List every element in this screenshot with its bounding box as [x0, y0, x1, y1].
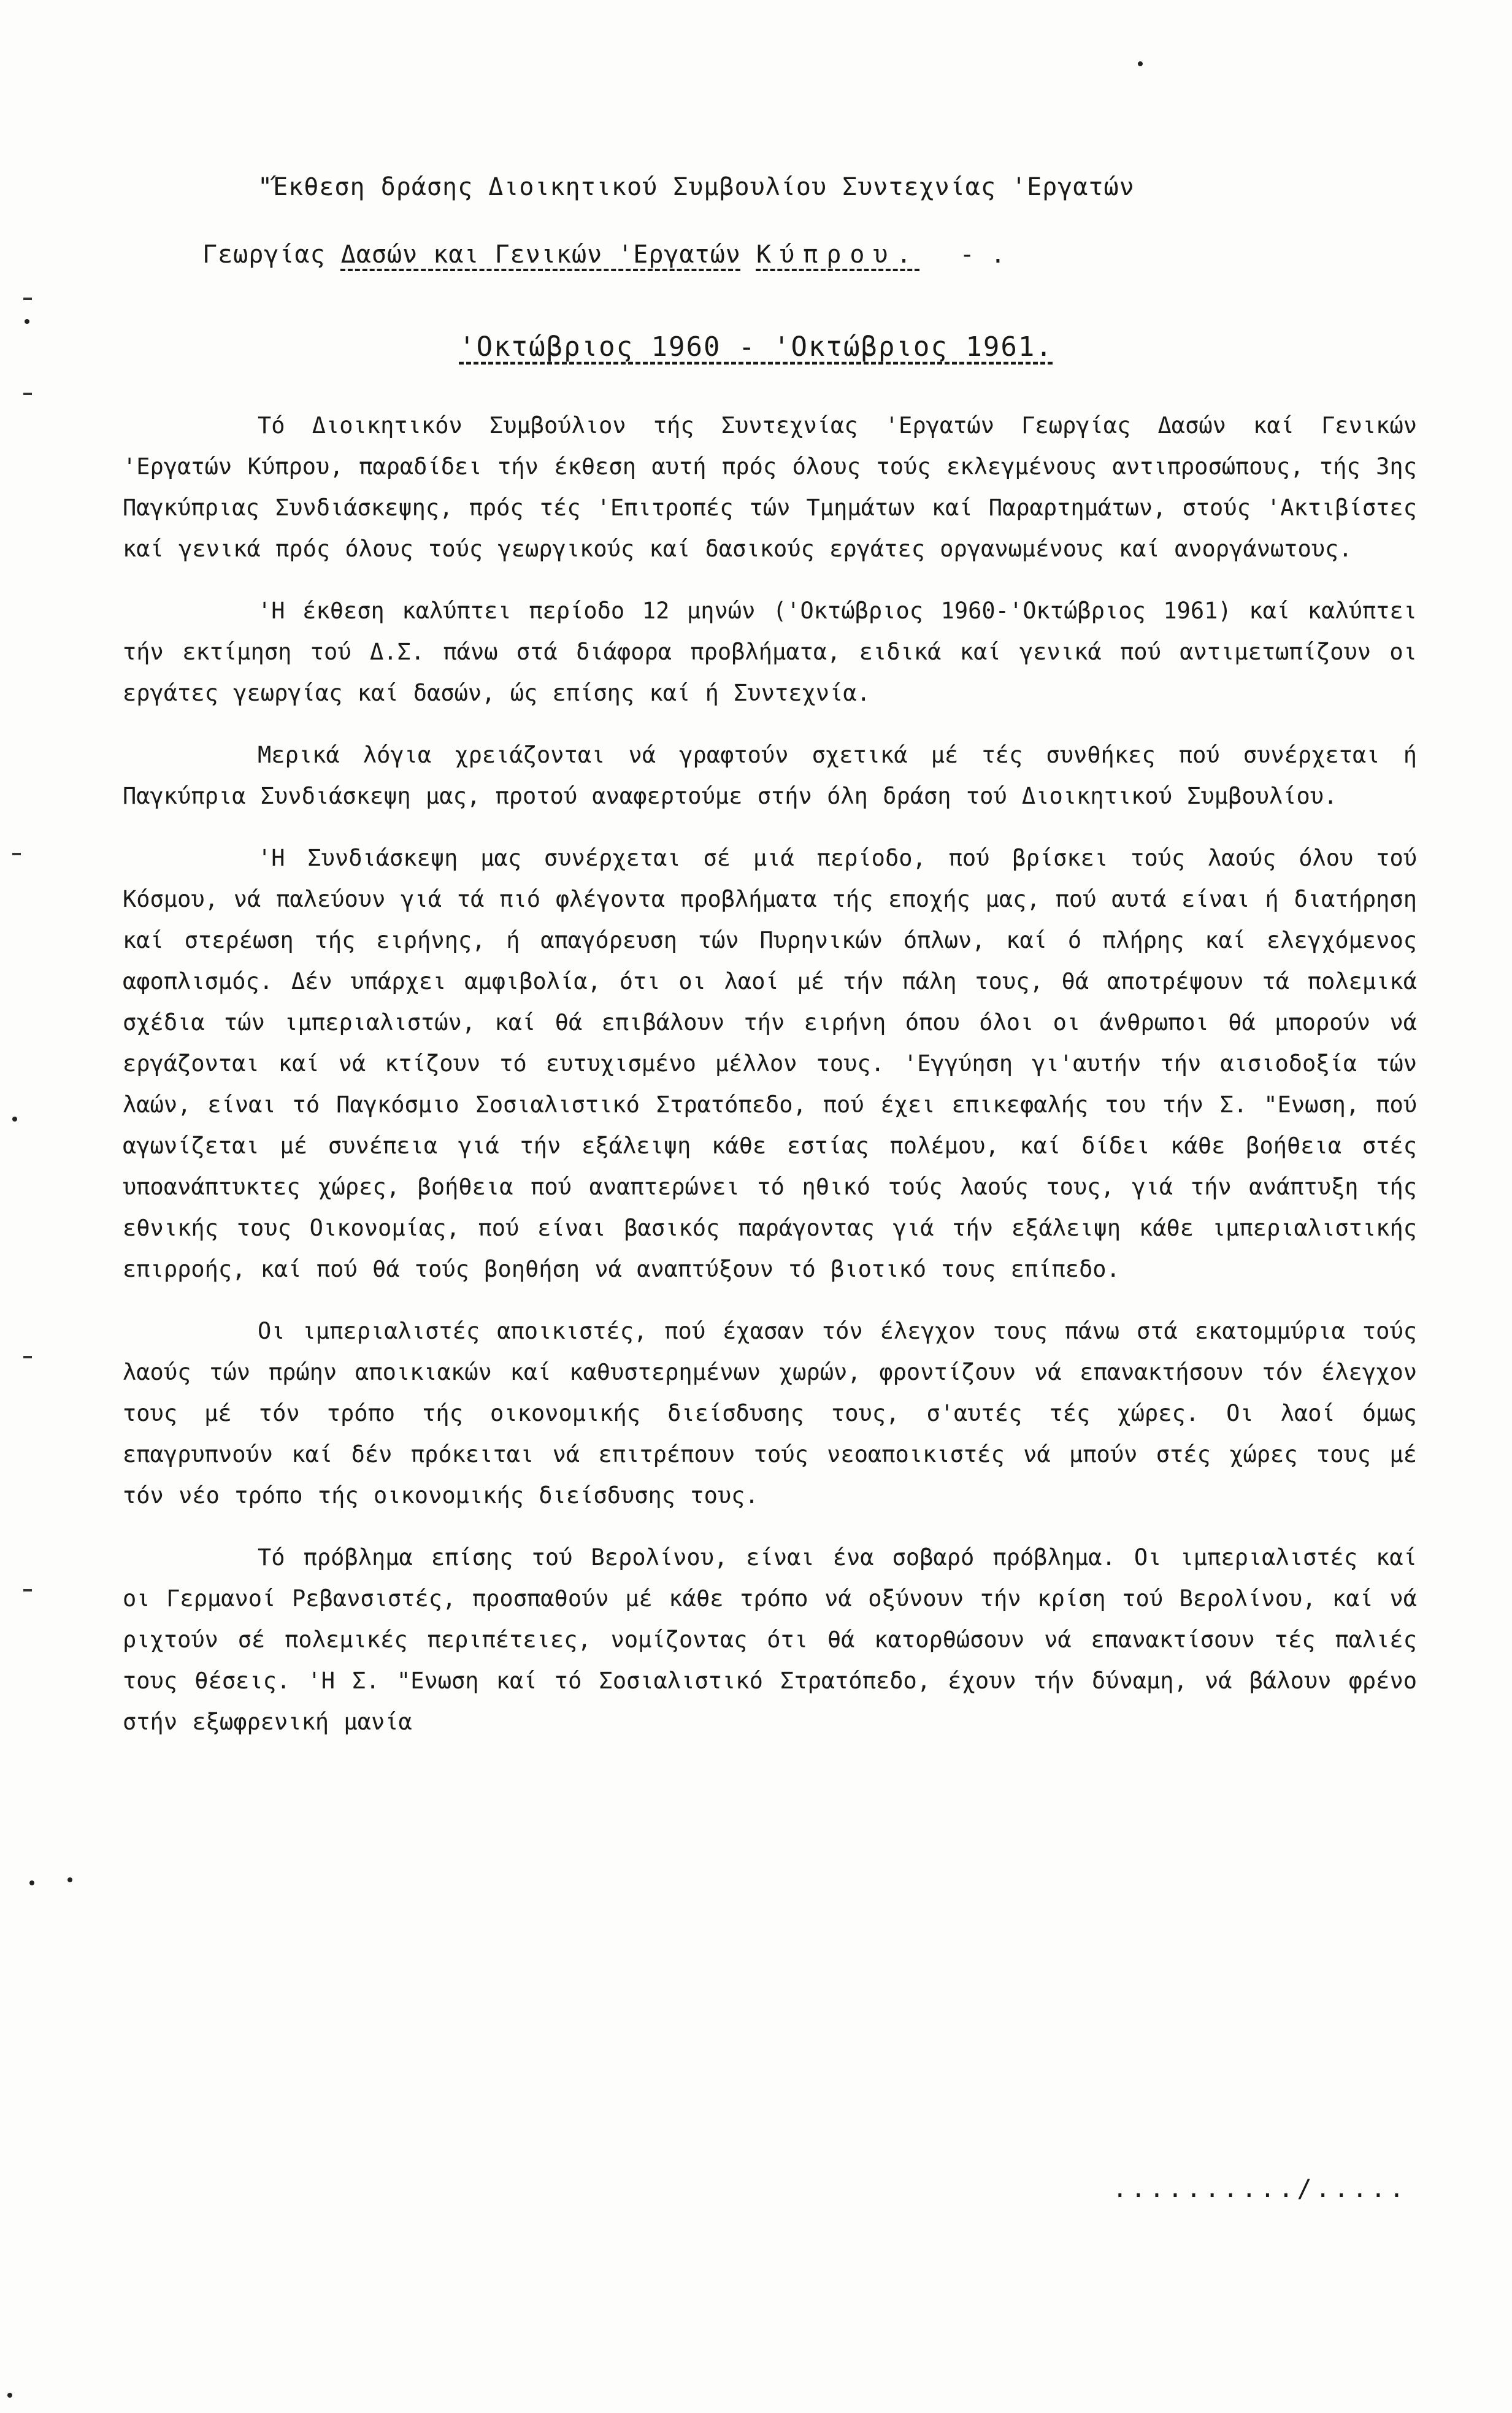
title-line-2-marks: - .: [959, 241, 1006, 269]
margin-artifact: [23, 393, 32, 395]
margin-artifact: [12, 853, 21, 855]
margin-artifact: [12, 1117, 17, 1122]
paragraph: 'Η Συνδιάσκεψη μας συνέρχεται σέ μιά περίοδο, πού βρίσκει τούς λαούς όλου τού Κόσμου, νά παλεύουν γιά τά πιό φλέγοντα προβλήματα τής εποχής μας, πού αυτά είναι ή διατήρηση καί στερέωση τής ειρήνης, ή απαγόρευση τών Πυρηνικών όπλων, καί ό πλήρης καί ελεγχόμενος αφοπλισμός. Δέν υπάρχει αμφιβολία, ότι οι λαοί μέ τήν πάλη τους, θά αποτρέψουν τά πολεμικά σχέδια τών ιμπεριαλιστών, καί θά επιβάλουν τήν ειρήνη όπου όλοι οι άνθρωποι θά μπορούν νά εργάζονται καί νά κτίζουν τό ευτυχισμένο μέλλον τους. 'Εγγύηση γι'αυτήν τήν αισιοδοξία τών λαών, είναι τό Παγκόσμιο Σοσιαλιστικό Στρατόπεδο, πού έχει επικεφαλής του τήν Σ. "Ενωση, πού αγωνίζεται μέ συνέπεια γιά τήν εξάλειψη κάθε εστίας πολέμου, καί δίδει κάθε βοήθεια στές υποανάπτυκτες χώρες, βοήθεια πού αναπτερώνει τό ηθικό τούς λαούς τους, γιά τήν ανάπτυξη τής εθνικής τους Οικονομίας, πού είναι βασικός παράγοντας γιά τήν εξάλειψη κάθε ιμπεριαλιστικής επιρροής, καί πού θά τούς βοηθήση νά αναπτύξουν τό βιοτικό τους επίπεδο.: [123, 845, 1417, 1282]
date-heading-text: 'Οκτώβριος 1960 - 'Οκτώβριος 1961.: [459, 331, 1053, 363]
margin-artifact: [25, 319, 29, 324]
title-line-1: "Έκθεση δράσης Διοικητικού Συμβουλίου Συντεχνίας 'Εργατών: [258, 173, 1135, 201]
margin-artifact: [67, 1877, 72, 1882]
margin-artifact: [29, 1880, 34, 1885]
document-title: [202, 153, 1368, 288]
margin-artifact: [1138, 61, 1143, 66]
title-line-2-prefix: Γεωργίας: [202, 241, 341, 269]
body-text: [123, 405, 1417, 1763]
margin-artifact: [23, 1589, 32, 1591]
margin-artifact: [7, 2393, 12, 2398]
date-heading: [0, 331, 1512, 363]
paragraph: Οι ιμπεριαλιστές αποικιστές, πού έχασαν τόν έλεγχον τους πάνω στά εκατομμύρια τούς λαούς τών πρώην αποικιακών καί καθυστερημένων χωρών, φροντίζουν νά επανακτήσουν τόν έλεγχον τους μέ τόν τρόπο τής οικονομικής διείσδυσης τους, σ'αυτές τές χώρες. Οι λαοί όμως επαγρυπνούν καί δέν πρόκειται νά επιτρέπουν τούς νεοαποικιστές νά μπούν στές χώρες τους μέ τόν νέο τρόπο τής οικονομικής διείσδυσης τους.: [123, 1318, 1417, 1509]
paragraph: Τό πρόβλημα επίσης τού Βερολίνου, είναι ένα σοβαρό πρόβλημα. Οι ιμπεριαλιστές καί οι Γερμανοί Ρεβανσιστές, προσπαθούν μέ κάθε τρόπο νά οξύνουν τήν κρίση τού Βερολίνου, καί νά ριχτούν σέ πολεμικές περιπέτειες, νομίζοντας ότι θά κατορθώσουν νά επανακτίσουν τές παλιές τους θέσεις. 'Η Σ. "Ενωση καί τό Σοσιαλιστικό Στρατόπεδο, έχουν τήν δύναμη, νά βάλουν φρένο στήν εξωφρενική μανία: [123, 1544, 1417, 1735]
title-line-2: [202, 221, 1368, 288]
paragraph: 'Η έκθεση καλύπτει περίοδο 12 μηνών ('Οκτώβριος 1960-'Οκτώβριος 1961) καί καλύπτει τήν εκτίμηση τού Δ.Σ. πάνω στά διάφορα προβλήματα, ειδικά καί γενικά πού αντιμετωπίζουν οι εργάτες γεωργίας καί δασών, ώς επίσης καί ή Συντεχνία.: [123, 598, 1417, 706]
continuation-mark: ........../.....: [1112, 2175, 1408, 2203]
paragraph: Μερικά λόγια χρειάζονται νά γραφτούν σχετικά μέ τές συνθήκες πού συνέρχεται ή Παγκύπρια Συνδιάσκεψη μας, προτού αναφερτούμε στήν όλη δράση τού Διοικητικού Συμβουλίου.: [123, 742, 1417, 809]
title-line-2-underlined: Δασών και Γενικών 'Εργατών: [340, 241, 741, 269]
margin-artifact: [23, 298, 32, 300]
title-line-2-spaced: Κύπρου.: [756, 241, 920, 269]
paragraph: Τό Διοικητικόν Συμβούλιον τής Συντεχνίας 'Εργατών Γεωργίας Δασών καί Γενικών 'Εργατών Κύπρου, παραδίδει τήν έκθεση αυτή πρός όλους τούς εκλεγμένους αντιπροσώπους, τής 3ης Παγκύπριας Συνδιάσκεψης, πρός τές 'Επιτροπές τών Τμημάτων καί Παραρτημάτων, στούς 'Ακτιβίστες καί γενικά πρός όλους τούς γεωργικούς καί δασικούς εργάτες οργανωμένους καί ανοργάνωτους.: [123, 412, 1417, 562]
margin-artifact: [23, 1356, 32, 1358]
